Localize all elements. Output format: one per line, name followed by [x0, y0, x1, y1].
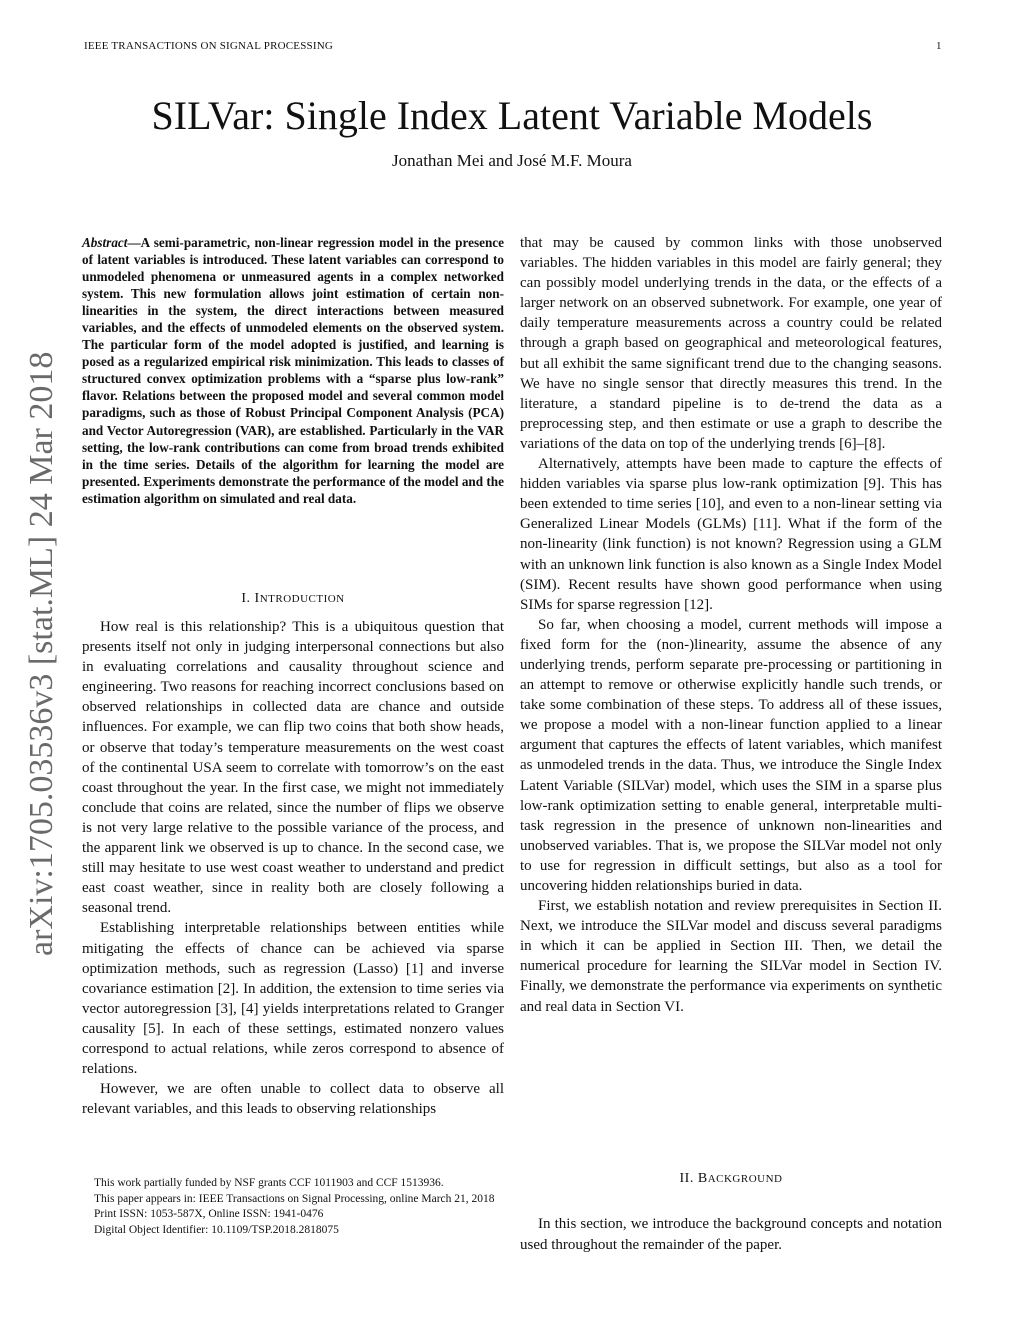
paragraph: that may be caused by common links with those unobserved variables. The hidden variables in this model are fairly general; they can possibly model underlying trends in the data, or the effects of a larger network on an observed subnetwork. For example, one year of daily temperature measurements across a country could be related through a graph based on geographical and meteorological features, but all exhibit the same significant trend due to the changing seasons. We have no single sensor that directly measures this trend. In the literature, a standard pipeline is to de-trend the data as a preprocessing step, and then estimate or use a graph to describe the variations of the data on top of the underlying trends [6]–[8]. [520, 235, 942, 452]
arxiv-stamp: arXiv:1705.03536v3 [stat.ML] 24 Mar 2018 [23, 351, 60, 956]
page-number: 1 [936, 40, 942, 52]
footnote-doi: Digital Object Identifier: 10.1109/TSP.2018.2818075 [94, 1223, 339, 1236]
abstract-label: Abstract [82, 235, 128, 250]
footnotes [82, 1176, 504, 1238]
paragraph: However, we are often unable to collect data to observe all relevant variables, and this leads to observing relationships [82, 1081, 504, 1118]
paragraph: Alternatively, attempts have been made to capture the effects of hidden variables via sparse plus low-rank optimization [9]. This has been extended to time series [10], and even to a non-linear setting via Generalized Linear Models (GLMs) [11]. What if the form of the non-linearity (link function) is not known? Regression using a GLM with an unknown link function is also known as a Single Index Model (SIM). Recent results have shown good performance when using SIMs for sparse regression [12]. [520, 456, 942, 613]
paper-title: SILVar: Single Index Latent Variable Models [151, 93, 873, 138]
section-heading-background [520, 1171, 942, 1187]
section-heading-introduction [82, 591, 504, 607]
paragraph: Establishing interpretable relationships between entities while mitigating the effects of chance can be achieved via sparse optimization methods, such as regression (Lasso) [1] and inverse covariance estimation [2]. In addition, the extension to time series via vector autoregression [3], [4] yields interpretations related to Granger causality [5]. In each of these settings, estimated nonzero values correspond to actual relations, while zeros correspond to absence of relations. [82, 920, 504, 1078]
paragraph: First, we establish notation and review prerequisites in Section II. Next, we introduce the SILVar model and discuss several paradigms in which it can be applied in Section III. Then, we detail the numerical procedure for learning the SILVar model in Section IV. Finally, we demonstrate the performance via experiments on synthetic and real data in Section VI. [520, 898, 942, 1015]
footnote-funding: This work partially funded by NSF grants CCF 1011903 and CCF 1513936. [94, 1177, 444, 1189]
right-column-body [520, 233, 942, 1017]
paragraph: So far, when choosing a model, current methods will impose a fixed form for the (non-)linearity, assume the absence of any underlying trends, perform separate pre-processing or partitioning in an attempt to remove or otherwise explicitly handle such trends, or take some combination of these steps. To address all of these issues, we propose a model with a non-linear function applied to a linear argument that captures the effects of latent variables, which manifest as unmodeled trends in the data. Thus, we introduce the Single Index Latent Variable (SILVar) model, which uses the SIM in a sparse plus low-rank optimization setting to enable general, interpretable multi-task regression in the presence of unknown non-linearities and unobserved variables. That is, we propose the SILVar model not only to use for regression in difficult settings, but also as a tool for uncovering hidden relationships buried in data. [520, 616, 942, 894]
abstract [82, 234, 504, 507]
paragraph: In this section, we introduce the background concepts and notation used throughout the remainder of the paper. [520, 1216, 942, 1253]
section-numeral: II. [679, 1171, 694, 1186]
running-header-journal: IEEE TRANSACTIONS ON SIGNAL PROCESSING [84, 40, 334, 52]
paragraph: How real is this relationship? This is a ubiquitous question that presents itself not only in judging interpersonal connections but also in evaluating correlations and causality throughout science and engineering. Two reasons for reaching incorrect conclusions based on observed relationships in collected data are chance and outside influences. For example, we can flip two coins that both show heads, or observe that today’s temperature measurements on the west coast of the continental USA seem to correlate with tomorrow’s on the east coast throughout the year. In the first case, we might not immediately conclude that coins are related, since the number of flips we observe is not very large relative to the possible variance of the process, and the apparent link we observed is up to chance. In the second case, we still may hesitate to use west coast weather to understand and predict east coast weather, since in reality both are closely following a seasonal trend. [82, 619, 504, 917]
abstract-text: A semi-parametric, non-linear regression model in the presence of latent variables is introduced. These latent variables can correspond to unmodeled phenomena or unmeasured agents in a complex networked system. This new formulation allows joint estimation of certain non-linearities in the system, the direct interactions between measured variables, and the effects of unmodeled elements on the observed system. The particular form of the model adopted is justified, and learning is posed as a regularized empirical risk minimization. This leads to classes of structured convex optimization problems with a “sparse plus low-rank” flavor. Relations between the proposed model and several common model paradigms, such as those of Robust Principal Component Analysis (PCA) and Vector Autoregression (VAR), are established. Particularly in the VAR setting, the low-rank contributions can come from broad trends exhibited in the time series. Details of the algorithm for learning the model are presented. Experiments demonstrate the performance of the model and the estimation algorithm on simulated and real data. [82, 235, 504, 506]
footnote-issn: Print ISSN: 1053-587X, Online ISSN: 1941-0476 [94, 1208, 324, 1220]
paper-authors: Jonathan Mei and José M.F. Moura [392, 151, 632, 170]
section-initial: B [697, 1171, 708, 1186]
section-smallcaps: NTRODUCTION [259, 593, 345, 605]
footnote-publication: This paper appears in: IEEE Transactions on Signal Processing, online March 21, 2018 [94, 1192, 495, 1205]
abstract-dash: — [127, 235, 141, 250]
left-column-body [82, 617, 504, 1119]
section-smallcaps: ACKGROUND [707, 1173, 783, 1185]
section-numeral: I. [241, 591, 251, 606]
section-initial: I [254, 591, 260, 606]
